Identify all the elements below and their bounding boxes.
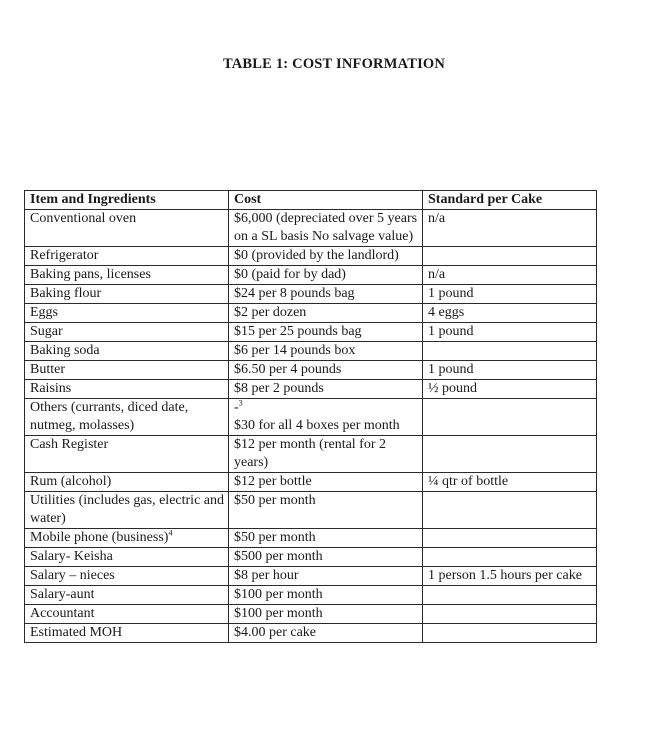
cell-item: Sugar — [25, 323, 229, 342]
table-row — [25, 492, 597, 529]
table-row — [25, 529, 597, 548]
header-item: Item and Ingredients — [25, 191, 229, 210]
others-cost-prefix: -$^3$ — [234, 398, 243, 415]
cell-cost: $8 per hour — [229, 567, 423, 586]
cell-cost: $15 per 25 pounds bag — [229, 323, 423, 342]
cell-standard: 1 pound — [423, 361, 597, 380]
cell-item: Utilities (includes gas, electric and water) — [25, 492, 229, 529]
cell-standard — [423, 399, 597, 436]
table-title: TABLE 1: COST INFORMATION — [222, 56, 446, 72]
cell-item: Salary- Keisha — [25, 548, 229, 567]
cell-standard: ½ pound — [423, 380, 597, 399]
cell-cost: $6 per 14 pounds box — [229, 342, 423, 361]
cell-cost: $100 per month — [229, 586, 423, 605]
cell-item: Baking soda — [25, 342, 229, 361]
cell-cost: $50 per month — [229, 492, 423, 529]
cell-item — [25, 529, 229, 548]
table-row — [25, 605, 597, 624]
cell-cost: $100 per month — [229, 605, 423, 624]
table-row — [25, 210, 597, 247]
cell-item: Cash Register — [25, 436, 229, 473]
cell-item: Refrigerator — [25, 247, 229, 266]
cell-cost: $6,000 (depreciated over 5 years on a SL basis No salvage value) — [229, 210, 423, 247]
table-row — [25, 361, 597, 380]
cell-cost: $0 (provided by the landlord) — [229, 247, 423, 266]
footnote-marker-4: 4 — [168, 528, 173, 538]
table-row — [25, 247, 597, 266]
cell-item: Accountant — [25, 605, 229, 624]
cell-cost: $0 (paid for by dad) — [229, 266, 423, 285]
table-row — [25, 399, 597, 436]
cell-item: Conventional oven — [25, 210, 229, 247]
cell-cost: $6.50 per 4 pounds — [229, 361, 423, 380]
cell-cost: $8 per 2 pounds — [229, 380, 423, 399]
cell-item: Estimated MOH — [25, 624, 229, 643]
cell-cost: $500 per month — [229, 548, 423, 567]
cell-cost: $4.00 per cake — [229, 624, 423, 643]
cell-item: Raisins — [25, 380, 229, 399]
table-row — [25, 342, 597, 361]
cell-standard — [423, 492, 597, 529]
table-row — [25, 473, 597, 492]
cell-standard: 4 eggs — [423, 304, 597, 323]
table-row — [25, 285, 597, 304]
table-row — [25, 548, 597, 567]
table-row — [25, 436, 597, 473]
cell-standard — [423, 247, 597, 266]
cell-standard: n/a — [423, 266, 597, 285]
cell-standard: 1 pound — [423, 285, 597, 304]
table-row — [25, 304, 597, 323]
cell-item: Eggs — [25, 304, 229, 323]
cell-standard — [423, 624, 597, 643]
cell-item: Salary-aunt — [25, 586, 229, 605]
cell-item: Butter — [25, 361, 229, 380]
cell-standard: 1 pound — [423, 323, 597, 342]
others-cost-value: $30 for all 4 boxes per month — [234, 418, 400, 433]
table-row — [25, 323, 597, 342]
table-row — [25, 567, 597, 586]
header-cost: Cost — [229, 191, 423, 210]
cell-item: Salary – nieces — [25, 567, 229, 586]
cell-cost: $50 per month — [229, 529, 423, 548]
table-row — [25, 380, 597, 399]
cell-item: Baking flour — [25, 285, 229, 304]
cell-cost: $12 per bottle — [229, 473, 423, 492]
cell-standard — [423, 436, 597, 473]
cell-standard: n/a — [423, 210, 597, 247]
cell-cost — [229, 399, 423, 436]
cell-standard — [423, 529, 597, 548]
cell-standard — [423, 548, 597, 567]
footnote-marker-3: 3 — [238, 398, 243, 408]
cell-item: Baking pans, licenses — [25, 266, 229, 285]
cell-item: Others (currants, diced date, nutmeg, molasses) — [25, 399, 229, 436]
cell-standard — [423, 586, 597, 605]
mobile-phone-label: Mobile phone (business) — [30, 530, 169, 545]
cell-cost: $24 per 8 pounds bag — [229, 285, 423, 304]
cell-standard — [423, 342, 597, 361]
cell-cost: $2 per dozen — [229, 304, 423, 323]
cell-cost: $12 per month (rental for 2 years) — [229, 436, 423, 473]
table-row — [25, 586, 597, 605]
cell-standard: 1 person 1.5 hours per cake — [423, 567, 597, 586]
header-standard: Standard per Cake — [423, 191, 597, 210]
cell-standard: ¼ qtr of bottle — [423, 473, 597, 492]
table-header-row — [25, 191, 597, 210]
table-row — [25, 624, 597, 643]
cell-standard — [423, 605, 597, 624]
table-row — [25, 266, 597, 285]
cost-information-table — [24, 190, 597, 643]
cell-item: Rum (alcohol) — [25, 473, 229, 492]
